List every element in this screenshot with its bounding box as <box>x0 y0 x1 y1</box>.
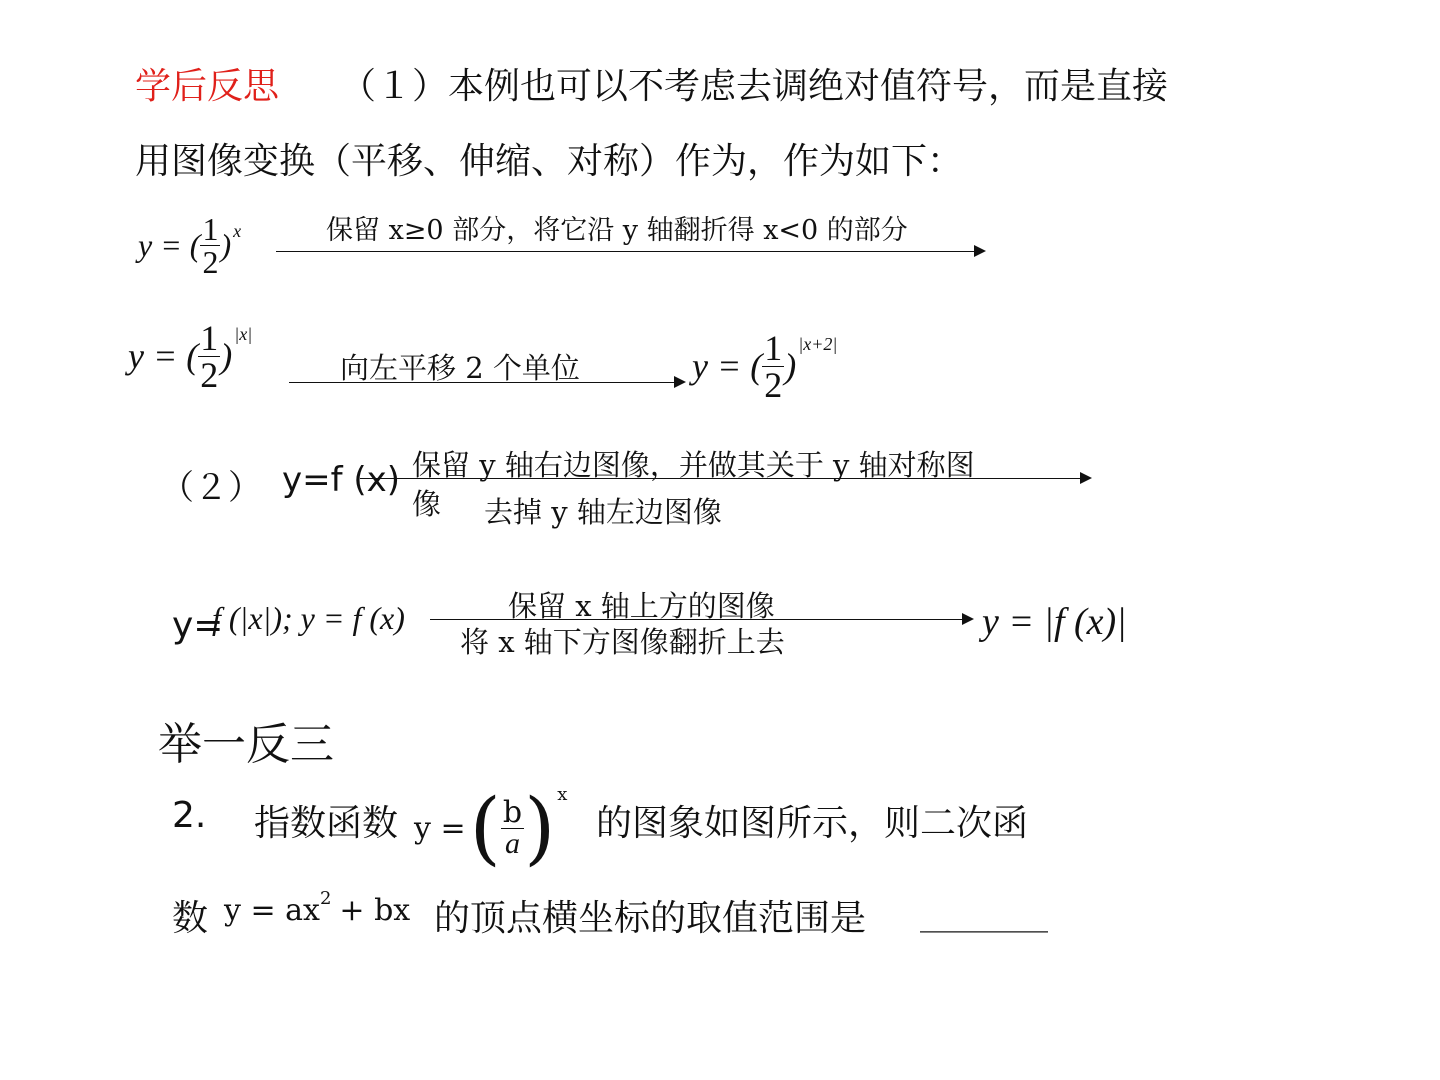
part2-arrow-top-wrap: 像 <box>412 487 442 521</box>
step2-exp: |x| <box>234 323 253 344</box>
part2-arrow <box>360 478 1090 479</box>
step2-arrow <box>289 382 684 383</box>
example-func-y: y = <box>414 810 466 846</box>
step2-num: 1 <box>200 317 219 358</box>
example-func-exp: x <box>557 783 568 805</box>
step1-exp: x <box>233 220 242 241</box>
part3-arrow-top: 保留 x 轴上方的图像 <box>508 589 775 623</box>
example-function <box>414 782 567 874</box>
step2-result-den: 2 <box>764 364 783 405</box>
step2-result-num: 1 <box>764 327 783 368</box>
example-text2: 的图象如图所示，则二次函 <box>596 803 1029 844</box>
step2-rparen: ) <box>220 336 233 376</box>
right-paren: ) <box>524 781 556 874</box>
step1-arrow <box>276 251 984 252</box>
example-quad-exp: 2 <box>319 887 332 909</box>
step1-formula <box>138 200 241 290</box>
step2-result-lhs: y = ( <box>692 346 763 386</box>
step2-result-rparen: ) <box>784 346 797 386</box>
example-number: 2. <box>172 795 207 836</box>
example-heading: 举一反三 <box>158 719 334 770</box>
step1-arrow-text: 保留 x≥0 部分，将它沿 y 轴翻折得 x<0 的部分 <box>326 215 908 246</box>
example-quad: y = ax <box>224 892 320 928</box>
example-quadratic <box>224 888 410 932</box>
part3-prefix: y= <box>172 605 224 646</box>
reflection-line2: 用图像变换（平移、伸缩、对称）作为，作为如下： <box>135 141 964 182</box>
step1-fraction <box>200 210 220 280</box>
step2-lhs: y = ( <box>128 336 199 376</box>
step2-result-exp: |x+2| <box>798 333 838 354</box>
example-fraction <box>501 794 524 860</box>
step2-arrow-text: 向左平移 2 个单位 <box>340 351 580 385</box>
reflection-label: 学后反思 <box>135 66 280 107</box>
step2-result-fraction <box>762 327 784 405</box>
example-func-num: b <box>502 794 523 830</box>
left-paren: ( <box>469 781 501 874</box>
step2-formula <box>128 310 252 402</box>
part2-arrow-top: 保留 y 轴右边图像，并做其关于 y 轴对称图 <box>412 448 975 482</box>
part2-arrow-bottom: 去掉 y 轴左边图像 <box>484 495 722 529</box>
step1-lhs: y = ( <box>138 226 201 263</box>
part2-start: y=f (x) <box>282 460 401 500</box>
part3-formula: f (|x|); y = f (x) <box>212 600 405 636</box>
example-quad-rest: + bx <box>339 892 411 928</box>
step1-den: 2 <box>202 243 219 280</box>
example-line2-prefix: 数 <box>172 898 209 939</box>
part3-arrow-bottom: 将 x 轴下方图像翻折上去 <box>460 625 785 659</box>
step1-num: 1 <box>202 210 219 247</box>
reflection-line1: （１）本例也可以不考虑去调绝对值符号，而是直接 <box>340 66 1169 107</box>
step2-fraction <box>198 317 220 395</box>
example-func-den: a <box>504 826 520 860</box>
step2-result <box>692 320 837 412</box>
answer-blank[interactable]: ________ <box>920 895 1048 933</box>
step2-den: 2 <box>200 354 219 395</box>
example-text1: 指数函数 <box>254 803 399 844</box>
step1-rparen: ) <box>220 226 232 263</box>
example-line2-suffix: 的顶点横坐标的取值范围是 <box>434 898 867 939</box>
part2-label: （２） <box>160 468 262 508</box>
part3-result: y = |f (x)| <box>982 601 1127 643</box>
